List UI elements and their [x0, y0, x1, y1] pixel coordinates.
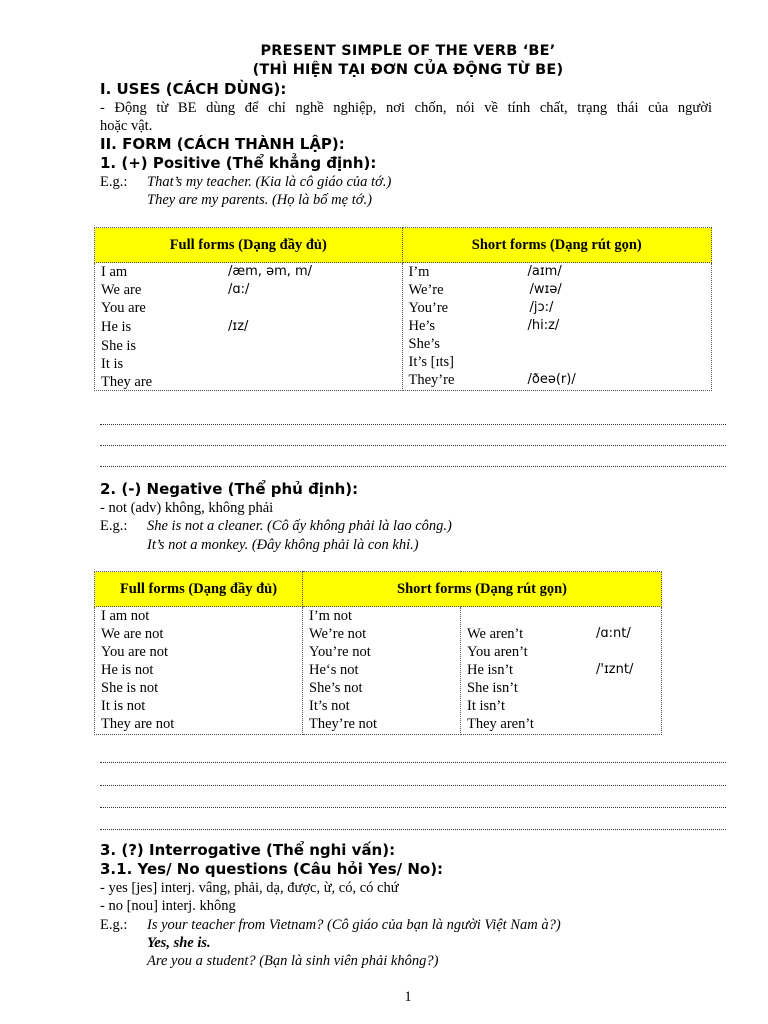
- form-heading: II. FORM (CÁCH THÀNH LẬP):: [100, 135, 345, 153]
- short-form: You’re not: [309, 644, 371, 660]
- full-form: It is: [101, 356, 124, 372]
- short-form: It’s not: [309, 698, 350, 714]
- short-form: They’re: [408, 372, 455, 388]
- short-form: She’s not: [309, 680, 363, 696]
- yes-no-heading: 3.1. Yes/ No questions (Câu hỏi Yes/ No):: [100, 860, 444, 878]
- full-form: He is not: [101, 662, 154, 678]
- positive-eg-label: E.g.:: [100, 174, 128, 190]
- short-form: You’re: [408, 300, 449, 316]
- interrogative-eg-label: E.g.:: [100, 917, 128, 933]
- full-form: We are: [101, 282, 142, 298]
- short-form: I’m: [408, 264, 430, 280]
- full-form: They are not: [101, 716, 175, 732]
- uses-heading: I. USES (CÁCH DÙNG):: [100, 80, 287, 98]
- negative-heading: 2. (-) Negative (Thể phủ định):: [100, 480, 359, 498]
- uses-text-line1: - Động từ BE dùng để chỉ nghề nghiệp, nơi chốn, nói về tính chất, trạng thái của người: [100, 100, 712, 116]
- interrogative-example-2: Are you a student? (Bạn là sinh viên phải không?): [147, 953, 439, 969]
- negative-example-1: She is not a cleaner. (Cô ấy không phải là lao công.): [147, 518, 452, 534]
- full-form: He is: [101, 319, 132, 335]
- full-form: We are not: [101, 626, 164, 642]
- positive-example-2: They are my parents. (Họ là bố mẹ tớ.): [147, 192, 372, 208]
- full-form: You are not: [101, 644, 168, 660]
- uses-text-line2: hoặc vật.: [100, 118, 153, 134]
- short-form: You aren’t: [467, 644, 528, 660]
- document-subtitle: (THÌ HIỆN TẠI ĐƠN CỦA ĐỘNG TỪ BE): [252, 62, 564, 78]
- pronunciation: /ɑ:/: [228, 282, 250, 297]
- answer-line: [100, 762, 726, 763]
- pronunciation: /'ɪznt/: [596, 662, 634, 677]
- short-form: They’re not: [309, 716, 378, 732]
- negative-short-forms-cell-1: [303, 607, 461, 735]
- positive-example-1: That’s my teacher. (Kia là cô giáo của tớ.): [147, 174, 392, 190]
- negative-eg-label: E.g.:: [100, 518, 128, 534]
- full-form: I am not: [101, 608, 150, 624]
- page-number: 1: [404, 989, 412, 1005]
- full-form: I am: [101, 264, 128, 280]
- no-definition: - no [nou] interj. không: [100, 898, 236, 914]
- short-form: He’s: [408, 318, 436, 334]
- positive-full-forms-cell: [95, 263, 403, 391]
- short-form: We aren’t: [467, 626, 524, 642]
- pronunciation: /hi:z/: [527, 318, 560, 333]
- negative-full-forms-cell: [95, 607, 303, 735]
- positive-short-forms-cell: [402, 263, 712, 391]
- negative-header-full: Full forms (Dạng đầy đủ): [95, 572, 303, 607]
- positive-header-full: Full forms (Dạng đầy đủ): [95, 228, 403, 263]
- short-form: She isn’t: [467, 680, 518, 696]
- pronunciation: /wɪə/: [529, 282, 562, 297]
- pronunciation: /æm, əm, m/: [228, 264, 313, 279]
- pronunciation: /ðeə(r)/: [527, 372, 576, 387]
- pronunciation: /ɪz/: [228, 319, 249, 334]
- negative-example-2: It’s not a monkey. (Đây không phải là con khỉ.): [147, 537, 419, 553]
- interrogative-answer-1: Yes, she is.: [147, 935, 211, 951]
- interrogative-example-1: Is your teacher from Vietnam? (Cô giáo của bạn là người Việt Nam à?): [147, 917, 561, 933]
- full-form: It is not: [101, 698, 146, 714]
- positive-heading: 1. (+) Positive (Thể khẳng định):: [100, 154, 377, 172]
- short-form: It’s [ɪts]: [408, 354, 455, 370]
- full-form: She is: [101, 338, 137, 354]
- interrogative-heading: 3. (?) Interrogative (Thể nghi vấn):: [100, 841, 396, 859]
- short-form: We’re: [408, 282, 444, 298]
- short-form: We’re not: [309, 626, 367, 642]
- negative-header-short: Short forms (Dạng rút gọn): [303, 572, 662, 607]
- short-form: She’s: [408, 336, 440, 352]
- full-form: She is not: [101, 680, 159, 696]
- positive-forms-table: [94, 227, 712, 391]
- pronunciation: /ɑ:nt/: [596, 626, 631, 641]
- negative-note: - not (adv) không, không phải: [100, 500, 274, 516]
- negative-short-forms-cell-2: [461, 607, 662, 735]
- answer-line: [100, 466, 726, 467]
- answer-line: [100, 424, 726, 425]
- short-form: He‘s not: [309, 662, 359, 678]
- short-form: It isn’t: [467, 698, 505, 714]
- yes-definition: - yes [jes] interj. vâng, phải, dạ, được, ừ, có, có chứ: [100, 880, 399, 896]
- answer-line: [100, 445, 726, 446]
- answer-line: [100, 785, 726, 786]
- negative-forms-table: [94, 571, 662, 735]
- document-title: PRESENT SIMPLE OF THE VERB ‘BE’: [260, 43, 556, 59]
- pronunciation: /aɪm/: [527, 264, 562, 279]
- full-form: You are: [101, 300, 146, 316]
- short-form: They aren’t: [467, 716, 534, 732]
- answer-line: [100, 829, 726, 830]
- short-form: He isn’t: [467, 662, 514, 678]
- positive-header-short: Short forms (Dạng rút gọn): [402, 228, 712, 263]
- short-form: I’m not: [309, 608, 353, 624]
- answer-line: [100, 807, 726, 808]
- pronunciation: /jɔ:/: [529, 300, 554, 315]
- full-form: They are: [101, 374, 153, 390]
